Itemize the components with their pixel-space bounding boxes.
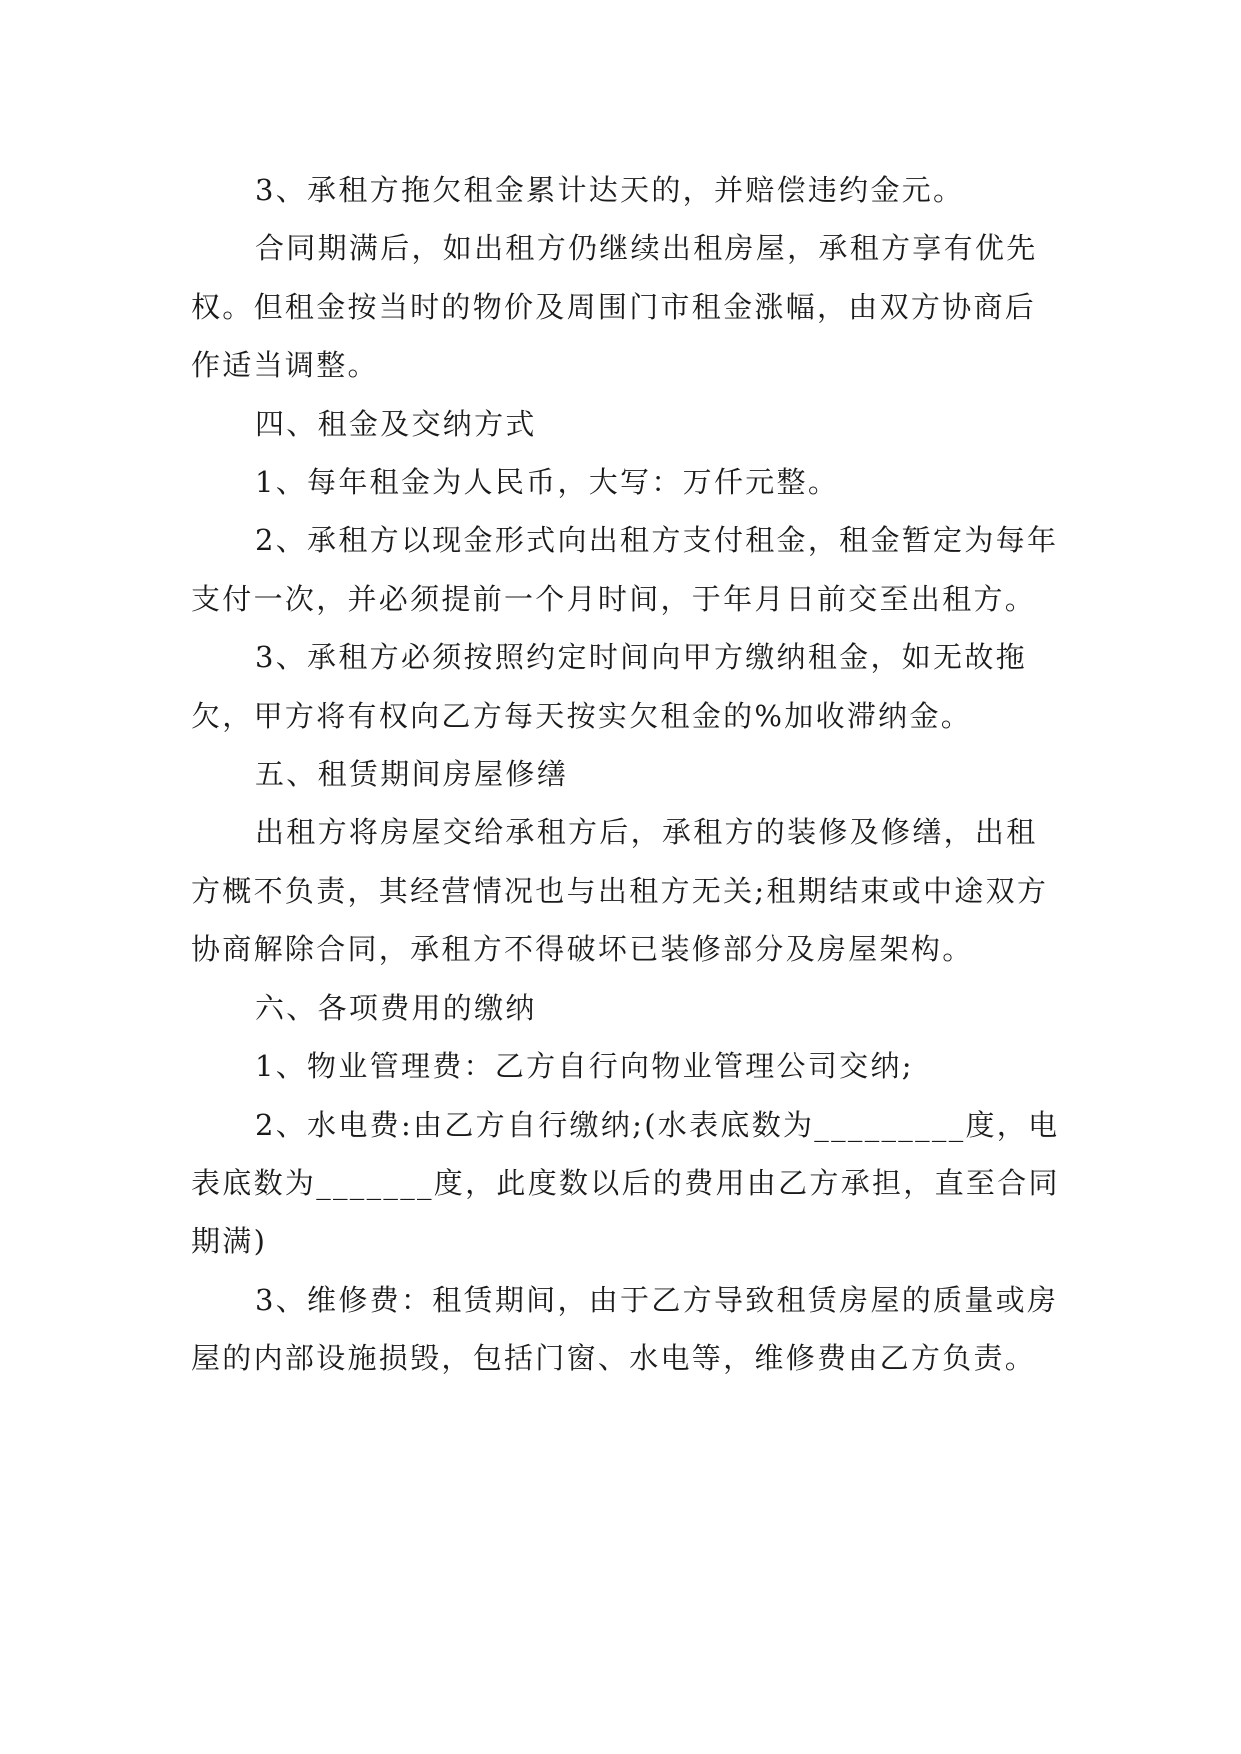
paragraph-cash-payment: 2、承租方以现金形式向出租方支付租金，租金暂定为每年支付一次，并必须提前一个月时间，于年月日前交至出租方。	[191, 523, 1059, 616]
paragraph-property-fee: 1、物业管理费：乙方自行向物业管理公司交纳;	[255, 1049, 914, 1084]
paragraph-late-fee: 3、承租方必须按照约定时间向甲方缴纳租金，如无故拖欠，甲方将有权向乙方每天按实欠租金的%加收滞纳金。	[191, 640, 1027, 733]
paragraph-renovation: 出租方将房屋交给承租方后，承租方的装修及修缮，出租方概不负责，其经营情况也与出租方无关;租期结束或中途双方协商解除合同，承租方不得破坏已装修部分及房屋架构。	[191, 815, 1049, 967]
paragraph-renewal-priority: 合同期满后，如出租方仍继续出租房屋，承租方享有优先权。但租金按当时的物价及周围门市租金涨幅，由双方协商后作适当调整。	[191, 231, 1038, 383]
section-heading-repairs: 五、租赁期间房屋修缮	[255, 757, 569, 792]
section-heading-rent-payment: 四、租金及交纳方式	[255, 406, 537, 441]
paragraph-annual-rent: 1、每年租金为人民币，大写：万仟元整。	[255, 465, 840, 500]
paragraph-maintenance-fee: 3、维修费：租赁期间，由于乙方导致租赁房屋的质量或房屋的内部设施损毁，包括门窗、水电等，维修费由乙方负责。	[191, 1282, 1059, 1376]
paragraph-utilities: 2、水电费:由乙方自行缴纳;(水表底数为_________度，电表底数为_______度，此度数以后的费用由乙方承担，直至合同期满)	[191, 1107, 1060, 1259]
paragraph-clause-3-arrears: 3、承租方拖欠租金累计达天的，并赔偿违约金元。	[255, 173, 965, 207]
document-body	[191, 161, 1061, 1388]
section-heading-fees: 六、各项费用的缴纳	[255, 990, 537, 1025]
